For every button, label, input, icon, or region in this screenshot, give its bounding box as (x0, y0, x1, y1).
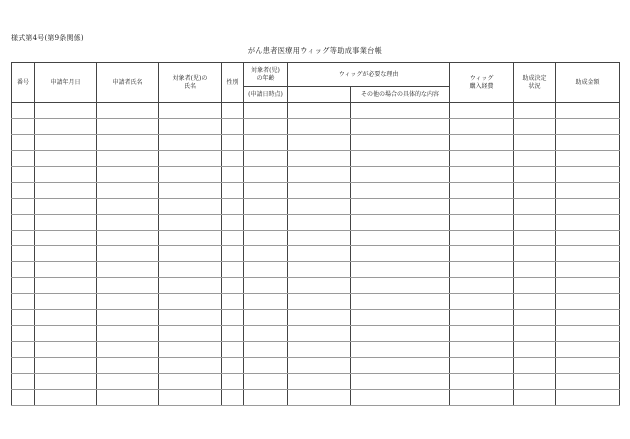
table-cell (222, 262, 244, 278)
table-cell (12, 310, 35, 326)
table-cell (244, 278, 288, 294)
header-subject-age-line2: の年齢 (256, 74, 275, 82)
table-cell (556, 262, 620, 278)
table-cell (12, 389, 35, 405)
table-cell (288, 118, 351, 134)
table-row (12, 373, 620, 389)
table-cell (12, 294, 35, 310)
table-cell (351, 326, 450, 342)
table-cell (556, 182, 620, 198)
table-cell (159, 262, 222, 278)
table-cell (35, 262, 97, 278)
table-cell (97, 198, 159, 214)
header-application-date: 申請年月日 (35, 63, 97, 103)
table-cell (12, 150, 35, 166)
table-cell (97, 182, 159, 198)
table-cell (556, 246, 620, 262)
table-cell (244, 134, 288, 150)
header-subject-age-note: (申請日時点) (244, 87, 288, 103)
table-cell (514, 150, 556, 166)
table-cell (12, 214, 35, 230)
header-subject-age-line1: 対象者(児) (251, 66, 280, 74)
table-cell (514, 342, 556, 358)
table-cell (222, 118, 244, 134)
table-cell (159, 294, 222, 310)
table-cell (222, 389, 244, 405)
table-row (12, 150, 620, 166)
table-cell (244, 214, 288, 230)
table-cell (159, 389, 222, 405)
ledger-table (11, 62, 620, 406)
header-sex: 性別 (222, 63, 244, 103)
table-cell (97, 373, 159, 389)
table-cell (159, 198, 222, 214)
table-cell (35, 118, 97, 134)
table-cell (514, 118, 556, 134)
table-cell (244, 198, 288, 214)
table-cell (351, 358, 450, 374)
table-cell (222, 134, 244, 150)
table-cell (222, 342, 244, 358)
table-cell (12, 103, 35, 119)
table-cell (35, 358, 97, 374)
table-cell (514, 246, 556, 262)
table-cell (514, 373, 556, 389)
table-cell (351, 134, 450, 150)
table-cell (12, 262, 35, 278)
table-cell (244, 230, 288, 246)
table-cell (97, 358, 159, 374)
table-cell (288, 166, 351, 182)
table-cell (159, 358, 222, 374)
table-cell (450, 342, 514, 358)
table-cell (159, 230, 222, 246)
table-cell (556, 103, 620, 119)
table-cell (450, 118, 514, 134)
table-cell (35, 166, 97, 182)
table-cell (514, 166, 556, 182)
table-cell (514, 198, 556, 214)
table-cell (12, 230, 35, 246)
table-cell (351, 198, 450, 214)
table-cell (35, 342, 97, 358)
table-cell (556, 150, 620, 166)
header-subject-name-line1: 対象者(児)の (172, 74, 208, 82)
table-row (12, 230, 620, 246)
header-applicant-name: 申請者氏名 (97, 63, 159, 103)
table-cell (556, 310, 620, 326)
header-subject-age (244, 63, 288, 87)
table-cell (450, 198, 514, 214)
table-cell (244, 103, 288, 119)
table-cell (159, 310, 222, 326)
table-cell (222, 198, 244, 214)
table-cell (450, 294, 514, 310)
table-cell (222, 103, 244, 119)
header-subject-name-line2: 氏名 (183, 82, 196, 90)
table-cell (97, 326, 159, 342)
table-cell (35, 198, 97, 214)
table-cell (288, 214, 351, 230)
table-cell (351, 262, 450, 278)
table-cell (222, 373, 244, 389)
table-cell (35, 326, 97, 342)
table-cell (97, 294, 159, 310)
table-cell (450, 134, 514, 150)
table-cell (244, 326, 288, 342)
table-cell (288, 182, 351, 198)
table-cell (514, 262, 556, 278)
table-row (12, 278, 620, 294)
table-cell (35, 103, 97, 119)
document-title: がん患者医療用ウィッグ等助成事業台帳 (247, 46, 383, 55)
table-cell (97, 246, 159, 262)
table-row (12, 294, 620, 310)
table-cell (450, 246, 514, 262)
table-cell (159, 166, 222, 182)
table-cell (450, 214, 514, 230)
table-cell (35, 373, 97, 389)
table-cell (97, 103, 159, 119)
table-cell (514, 326, 556, 342)
header-wig-cost-line2: 購入経費 (469, 82, 494, 90)
table-cell (159, 118, 222, 134)
table-cell (35, 230, 97, 246)
table-cell (556, 358, 620, 374)
table-cell (159, 278, 222, 294)
table-cell (288, 310, 351, 326)
table-cell (450, 389, 514, 405)
table-cell (159, 246, 222, 262)
table-cell (12, 373, 35, 389)
form-code: 様式第4号(第9条関係) (11, 34, 84, 42)
table-cell (351, 310, 450, 326)
table-cell (222, 230, 244, 246)
table-cell (12, 358, 35, 374)
table-cell (35, 214, 97, 230)
table-cell (12, 278, 35, 294)
table-cell (514, 182, 556, 198)
table-cell (35, 389, 97, 405)
table-cell (159, 326, 222, 342)
table-cell (244, 150, 288, 166)
table-cell (288, 134, 351, 150)
table-cell (12, 166, 35, 182)
table-cell (514, 389, 556, 405)
table-cell (556, 389, 620, 405)
table-cell (222, 166, 244, 182)
table-cell (222, 326, 244, 342)
table-cell (159, 182, 222, 198)
table-cell (514, 358, 556, 374)
table-cell (288, 326, 351, 342)
table-cell (159, 342, 222, 358)
table-cell (514, 310, 556, 326)
table-cell (244, 358, 288, 374)
table-cell (244, 262, 288, 278)
table-cell (244, 246, 288, 262)
table-row (12, 342, 620, 358)
header-grant-decision-line1: 助成決定 (522, 74, 547, 82)
table-cell (288, 294, 351, 310)
table-cell (222, 182, 244, 198)
table-cell (97, 342, 159, 358)
table-cell (450, 358, 514, 374)
table-cell (244, 310, 288, 326)
header-grant-amount: 助成金額 (556, 63, 620, 103)
table-cell (97, 262, 159, 278)
table-cell (97, 150, 159, 166)
table-cell (12, 118, 35, 134)
table-cell (288, 342, 351, 358)
table-cell (450, 103, 514, 119)
table-cell (556, 230, 620, 246)
table-row (12, 246, 620, 262)
table-cell (556, 278, 620, 294)
table-cell (351, 166, 450, 182)
table-cell (556, 342, 620, 358)
table-cell (288, 262, 351, 278)
table-cell (97, 134, 159, 150)
table-cell (12, 182, 35, 198)
table-cell (244, 294, 288, 310)
table-cell (556, 166, 620, 182)
table-cell (97, 389, 159, 405)
table-row (12, 358, 620, 374)
table-row (12, 326, 620, 342)
ledger-body (12, 103, 620, 406)
table-cell (351, 103, 450, 119)
table-cell (514, 294, 556, 310)
table-cell (450, 278, 514, 294)
table-cell (556, 326, 620, 342)
header-wig-reason: ウィッグが必要な理由 (288, 63, 450, 87)
table-cell (222, 294, 244, 310)
table-cell (222, 150, 244, 166)
table-cell (351, 278, 450, 294)
table-cell (351, 294, 450, 310)
table-cell (97, 214, 159, 230)
header-wig-cost (450, 63, 514, 103)
header-wig-cost-line1: ウィッグ (469, 74, 494, 82)
table-cell (351, 230, 450, 246)
table-cell (514, 214, 556, 230)
table-cell (288, 230, 351, 246)
header-wig-reason-other: その他の場合の具体的な内容 (351, 87, 450, 103)
table-cell (288, 358, 351, 374)
table-cell (222, 278, 244, 294)
table-row (12, 262, 620, 278)
table-cell (222, 214, 244, 230)
header-wig-reason-blank (288, 87, 351, 103)
table-row (12, 134, 620, 150)
table-cell (97, 166, 159, 182)
table-cell (35, 278, 97, 294)
table-cell (351, 246, 450, 262)
header-grant-decision (514, 63, 556, 103)
table-cell (12, 134, 35, 150)
table-cell (159, 103, 222, 119)
table-row (12, 310, 620, 326)
table-cell (351, 214, 450, 230)
table-cell (351, 118, 450, 134)
table-row (12, 198, 620, 214)
table-cell (12, 326, 35, 342)
table-cell (159, 214, 222, 230)
table-cell (35, 150, 97, 166)
table-cell (514, 278, 556, 294)
table-cell (244, 166, 288, 182)
table-cell (35, 294, 97, 310)
table-cell (97, 278, 159, 294)
table-row (12, 389, 620, 405)
table-cell (288, 373, 351, 389)
table-row (12, 182, 620, 198)
header-subject-name (159, 63, 222, 103)
table-cell (12, 198, 35, 214)
table-row (12, 214, 620, 230)
table-cell (450, 166, 514, 182)
table-cell (351, 182, 450, 198)
table-cell (450, 182, 514, 198)
table-cell (556, 198, 620, 214)
table-cell (450, 150, 514, 166)
table-cell (35, 182, 97, 198)
table-cell (351, 342, 450, 358)
table-row (12, 103, 620, 119)
table-cell (288, 278, 351, 294)
table-cell (222, 310, 244, 326)
table-cell (12, 342, 35, 358)
table-cell (35, 134, 97, 150)
table-cell (35, 310, 97, 326)
table-row (12, 166, 620, 182)
table-cell (288, 103, 351, 119)
table-cell (97, 118, 159, 134)
table-cell (514, 230, 556, 246)
table-cell (97, 230, 159, 246)
table-cell (450, 373, 514, 389)
table-cell (222, 246, 244, 262)
table-cell (244, 373, 288, 389)
table-cell (351, 150, 450, 166)
table-cell (351, 389, 450, 405)
table-cell (159, 373, 222, 389)
table-cell (556, 214, 620, 230)
table-cell (351, 373, 450, 389)
table-cell (288, 198, 351, 214)
table-cell (97, 310, 159, 326)
table-cell (222, 358, 244, 374)
table-row (12, 118, 620, 134)
table-cell (450, 326, 514, 342)
table-cell (556, 294, 620, 310)
table-cell (244, 389, 288, 405)
table-cell (556, 373, 620, 389)
table-cell (35, 246, 97, 262)
table-cell (514, 103, 556, 119)
table-cell (244, 342, 288, 358)
table-cell (244, 118, 288, 134)
table-cell (450, 230, 514, 246)
table-cell (556, 118, 620, 134)
table-cell (244, 182, 288, 198)
table-cell (288, 389, 351, 405)
table-cell (12, 246, 35, 262)
table-cell (514, 134, 556, 150)
table-cell (288, 246, 351, 262)
table-cell (450, 310, 514, 326)
table-cell (159, 150, 222, 166)
table-cell (288, 150, 351, 166)
header-grant-decision-line2: 状況 (528, 82, 541, 90)
table-cell (159, 134, 222, 150)
table-cell (556, 134, 620, 150)
table-cell (450, 262, 514, 278)
header-number: 番号 (12, 63, 35, 103)
